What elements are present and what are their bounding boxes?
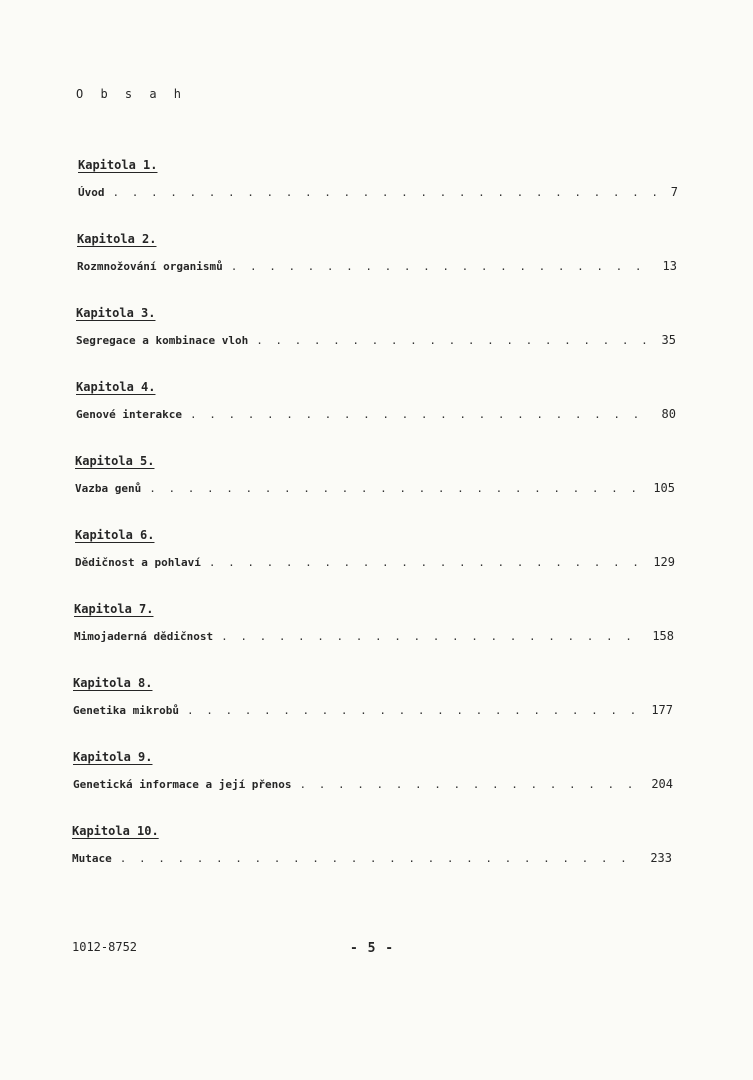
- toc-entry: [75, 481, 675, 495]
- chapter-title: Mutace: [72, 852, 112, 865]
- dot-leader: [300, 778, 644, 791]
- chapter-title: Segregace a kombinace vloh: [76, 334, 249, 347]
- chapter-label: Kapitola 2.: [77, 232, 157, 246]
- toc-entry: [76, 407, 676, 421]
- toc-chapter: [78, 154, 678, 199]
- toc-entry: [76, 333, 676, 347]
- chapter-label: Kapitola 3.: [76, 306, 156, 320]
- toc-chapter: [76, 376, 676, 421]
- chapter-page-number: 158: [652, 629, 674, 643]
- toc-chapter: [72, 820, 672, 865]
- toc-entry: [75, 555, 675, 569]
- chapter-page-number: 80: [661, 407, 676, 421]
- chapter-title: Genové interakce: [76, 408, 182, 421]
- chapter-label: Kapitola 6.: [75, 528, 155, 542]
- dot-leader: [256, 334, 653, 347]
- page-heading: O b s a h: [76, 87, 187, 101]
- chapter-page-number: 7: [670, 185, 678, 199]
- dot-leader: [187, 704, 643, 717]
- document-code: 1012-8752: [72, 940, 138, 954]
- dot-leader: [149, 482, 645, 495]
- chapter-title: Vazba genů: [75, 482, 142, 495]
- toc-chapter: [76, 302, 676, 347]
- chapter-page-number: 13: [662, 259, 677, 273]
- toc-chapter: [77, 228, 677, 273]
- chapter-title: Genetika mikrobů: [73, 704, 179, 717]
- toc-entry: [73, 777, 673, 791]
- toc-chapter: [73, 672, 673, 717]
- chapter-label: Kapitola 9.: [73, 750, 153, 764]
- dot-leader: [231, 260, 655, 273]
- toc-entry: [77, 259, 677, 273]
- toc-chapter: [75, 524, 675, 569]
- dot-leader: [209, 556, 645, 569]
- toc-entry: [72, 851, 672, 865]
- chapter-label: Kapitola 8.: [73, 676, 153, 690]
- toc-chapter: [73, 746, 673, 791]
- dot-leader: [120, 852, 643, 865]
- toc-entry: [78, 185, 678, 199]
- chapter-title: Mimojaderná dědičnost: [74, 630, 214, 643]
- toc-chapter: [74, 598, 674, 643]
- page-number: - 5 -: [350, 941, 395, 956]
- chapter-title: Genetická informace a její přenos: [73, 778, 292, 791]
- chapter-label: Kapitola 7.: [74, 602, 154, 616]
- chapter-title: Dědičnost a pohlaví: [75, 556, 201, 569]
- chapter-label: Kapitola 4.: [76, 380, 156, 394]
- chapter-page-number: 233: [650, 851, 672, 865]
- dot-leader: [221, 630, 644, 643]
- chapter-title: Rozmnožování organismů: [77, 260, 223, 273]
- chapter-page-number: 35: [661, 333, 676, 347]
- chapter-label: Kapitola 5.: [75, 454, 155, 468]
- chapter-title: Úvod: [78, 186, 105, 199]
- toc-entry: [74, 629, 674, 643]
- chapter-label: Kapitola 1.: [78, 158, 158, 172]
- chapter-page-number: 105: [653, 481, 675, 495]
- dot-leader: [113, 186, 663, 199]
- toc-chapter: [75, 450, 675, 495]
- toc-entry: [73, 703, 673, 717]
- chapter-page-number: 177: [651, 703, 673, 717]
- dot-leader: [190, 408, 654, 421]
- chapter-page-number: 204: [651, 777, 673, 791]
- chapter-label: Kapitola 10.: [72, 824, 159, 838]
- chapter-page-number: 129: [653, 555, 675, 569]
